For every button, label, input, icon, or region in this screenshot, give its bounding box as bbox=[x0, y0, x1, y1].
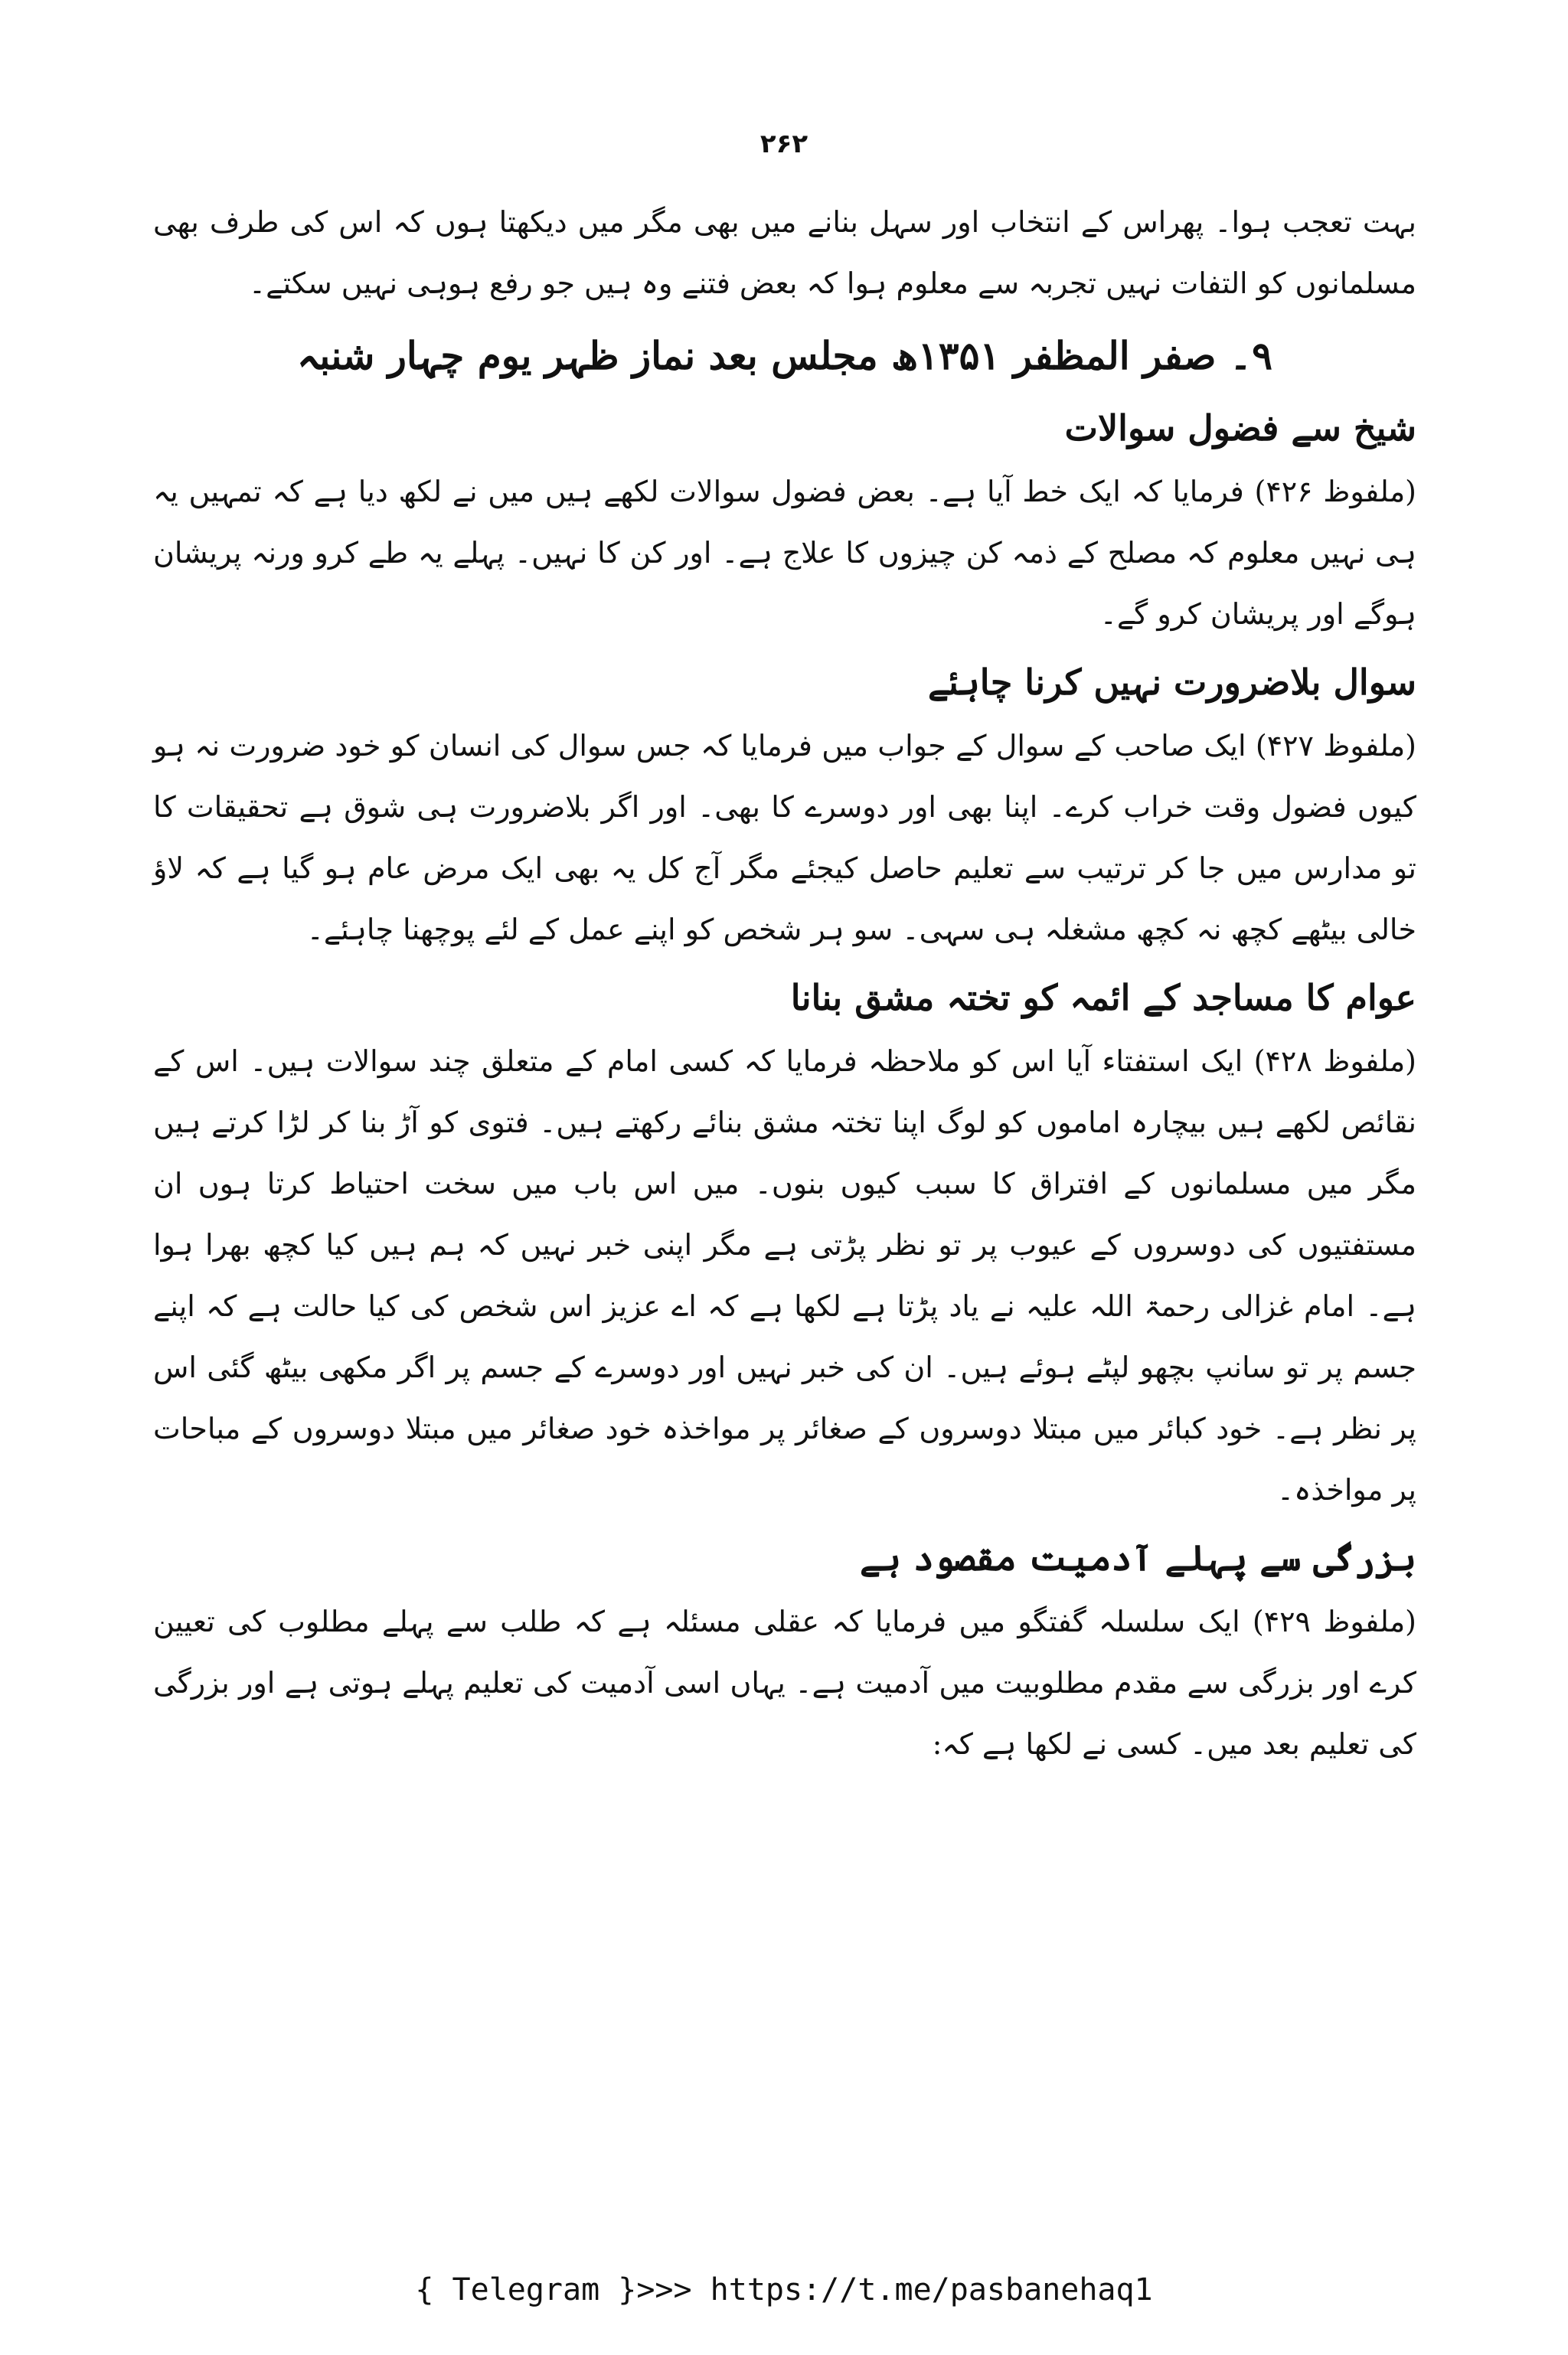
intro-paragraph: بہت تعجب ہوا۔ پھراس کے انتخاب اور سہل بنانے میں بھی مگر میں دیکھتا ہوں کہ اس کی طرف بھی مسلمانوں کو التفات نہیں تجربہ سے معلوم ہوا کہ بعض فتنے وہ ہیں جو رفع ہوہی نہیں سکتے۔ bbox=[153, 205, 1416, 300]
page-number: ۲۶۲ bbox=[760, 129, 808, 159]
telegram-footer-link[interactable]: { Telegram }>>> https://t.me/pasbanehaq1 bbox=[415, 2272, 1153, 2308]
malfuz-429-paragraph: (ملفوظ ۴۲۹) ایک سلسلہ گفتگو میں فرمایا کہ عقلی مسئلہ ہے کہ طلب سے پہلے مطلوب کی تعیین کرے اور بزرگی سے مقدم مطلوبیت میں آدمیت ہے۔ یہاں اسی آدمیت کی تعلیم پہلے ہوتی ہے اور بزرگی کی تعلیم بعد میں۔ کسی نے لکھا ہے کہ: bbox=[153, 1605, 1416, 1761]
page-body bbox=[153, 191, 1416, 1775]
malfuz-426-paragraph: (ملفوظ ۴۲۶) فرمایا کہ ایک خط آیا ہے۔ بعض فضول سوالات لکھے ہیں میں نے لکھ دیا ہے کہ تمہیں یہ ہی نہیں معلوم کہ مصلح کے ذمہ کن چیزوں کا علاج ہے۔ اور کن کا نہیں۔ پہلے یہ طے کرو ورنہ پریشان ہوگے اور پریشان کرو گے۔ bbox=[153, 475, 1416, 631]
session-heading: ۹۔ صفر المظفر ۱۳۵۱ھ مجلس بعد نماز ظہر یوم چہار شنبہ bbox=[296, 333, 1272, 378]
section-heading-4: بزرگی سے پہلے آدمیت مقصود ہے bbox=[860, 1537, 1416, 1579]
section-heading-2: سوال بلاضرورت نہیں کرنا چاہئے bbox=[928, 661, 1416, 703]
section-heading-1: شیخ سے فضول سوالات bbox=[1064, 407, 1416, 449]
malfuz-427-paragraph: (ملفوظ ۴۲۷) ایک صاحب کے سوال کے جواب میں فرمایا کہ جس سوال کی انسان کو خود ضرورت نہ ہو کیوں فضول وقت خراب کرے۔ اپنا بھی اور دوسرے کا بھی۔ اور اگر بلاضرورت ہی شوق ہے تحقیقات کا تو مدارس میں جا کر ترتیب سے تعلیم حاصل کیجئے مگر آج کل یہ بھی ایک مرض عام ہو گیا ہے کہ لاؤ خالی بیٹھے کچھ نہ کچھ مشغلہ ہی سہی۔ سو ہر شخص کو اپنے عمل کے لئے پوچھنا چاہئے۔ bbox=[153, 729, 1417, 946]
malfuz-428-paragraph: (ملفوظ ۴۲۸) ایک استفتاء آیا اس کو ملاحظہ فرمایا کہ کسی امام کے متعلق چند سوالات ہیں۔ اس کے نقائص لکھے ہیں بیچارہ اماموں کو لوگ اپنا تختہ مشق بنائے رکھتے ہیں۔ فتوی کو آڑ بنا کر لڑا کرتے ہیں مگر میں مسلمانوں کے افتراق کا سبب کیوں بنوں۔ میں اس باب میں سخت احتیاط کرتا ہوں ان مستفتیوں کی دوسروں کے عیوب پر تو نظر پڑتی ہے مگر اپنی خبر نہیں کہ ہم ہیں کیا کچھ بھرا ہوا ہے۔ امام غزالی رحمۃ اللہ علیہ نے یاد پڑتا ہے لکھا ہے کہ اے عزیز اس شخص کی کیا حالت ہے کہ اپنے جسم پر تو سانپ بچھو لپٹے ہوئے ہیں۔ ان کی خبر نہیں اور دوسرے کے جسم پر اگر مکھی بیٹھ گئی اس پر نظر ہے۔ خود کبائر میں مبتلا دوسروں کے صغائر پر مواخذہ خود صغائر میں مبتلا دوسروں کے مباحات پر مواخذہ۔ bbox=[153, 1044, 1416, 1507]
section-heading-3: عوام کا مساجد کے ائمہ کو تختہ مشق بنانا bbox=[790, 977, 1416, 1018]
